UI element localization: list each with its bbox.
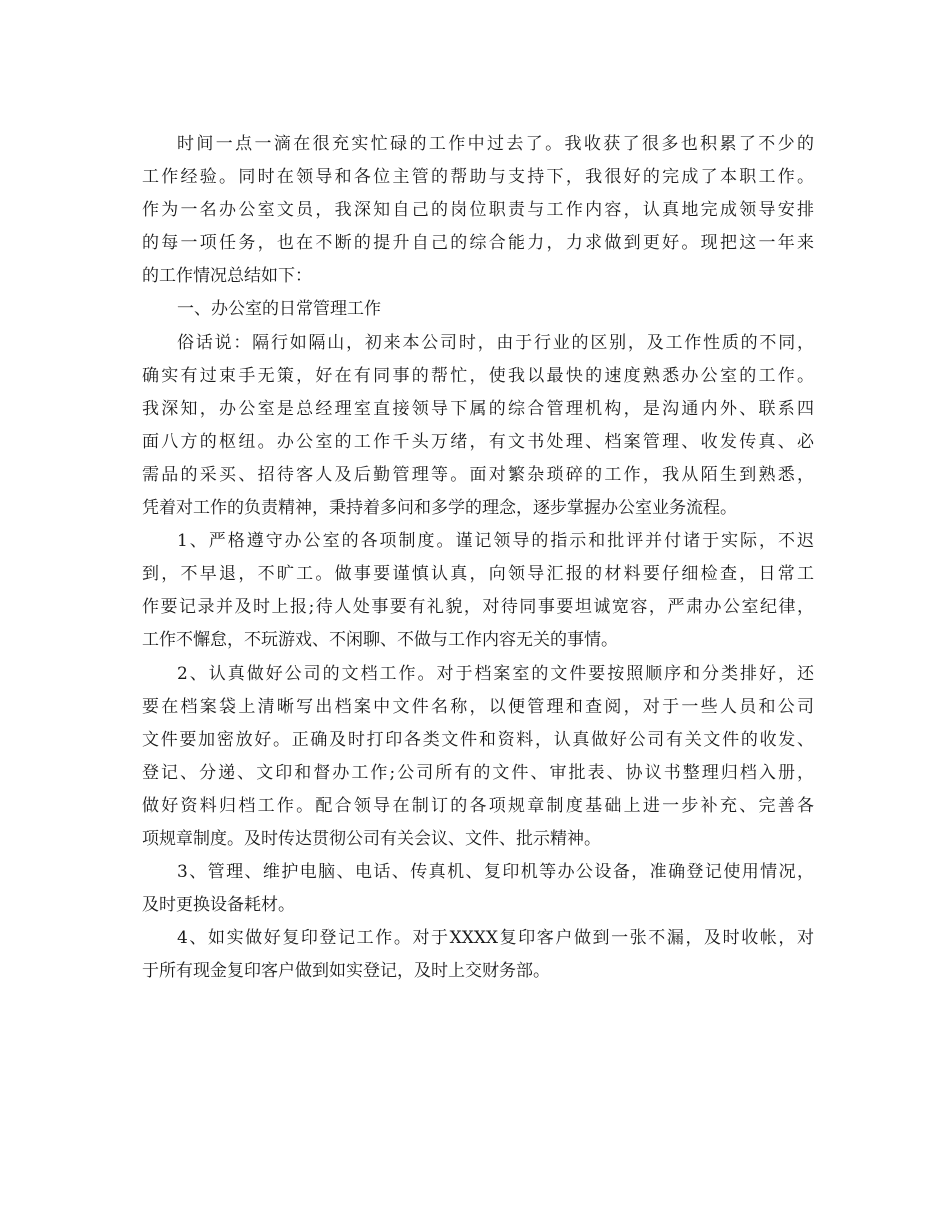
text-line: 作为一名办公室文员，我深知自己的岗位职责与工作内容，认真地完成领导安排: [142, 200, 814, 221]
text-line: 文件要加密放好。正确及时打印各类文件和资料，认真做好公司有关文件的收发、: [142, 729, 814, 750]
text-line: 及时更换设备耗材。: [142, 895, 295, 916]
text-line: 需品的采买、招待客人及后勤管理等。面对繁杂琐碎的工作，我从陌生到熟悉，: [142, 464, 814, 485]
text-line: 2、认真做好公司的文档工作。对于档案室的文件要按照顺序和分类排好，还: [177, 663, 814, 684]
text-line: 俗话说：隔行如隔山，初来本公司时，由于行业的区别，及工作性质的不同，: [177, 332, 814, 353]
text-line: 1、严格遵守办公室的各项制度。谨记领导的指示和批评并付诸于实际，不迟: [177, 531, 814, 552]
text-line: 登记、分递、文印和督办工作;公司所有的文件、审批表、协议书整理归档入册，: [142, 762, 814, 783]
text-line: 的工作情况总结如下：: [142, 266, 312, 287]
text-line: 到，不早退，不旷工。做事要谨慎认真，向领导汇报的材料要仔细检查，日常工: [142, 564, 814, 585]
text-line: 3、管理、维护电脑、电话、传真机、复印机等办公设备，准确登记使用情况，: [177, 862, 814, 883]
text-line: 要在档案袋上清晰写出档案中文件名称，以便管理和查阅，对于一些人员和公司: [142, 696, 814, 717]
text-line: 工作经验。同时在领导和各位主管的帮助与支持下，我很好的完成了本职工作。: [142, 167, 814, 188]
text-line: 确实有过束手无策，好在有同事的帮忙，使我以最快的速度熟悉办公室的工作。: [142, 365, 814, 386]
text-line: 的每一项任务，也在不断的提升自己的综合能力，力求做到更好。现把这一年来: [142, 233, 814, 254]
text-line: 时间一点一滴在很充实忙碌的工作中过去了。我收获了很多也积累了不少的: [177, 134, 814, 154]
text-line: 于所有现金复印客户做到如实登记，及时上交财务部。: [142, 961, 550, 982]
text-line: 一、办公室的日常管理工作: [177, 299, 381, 320]
text-line: 凭着对工作的负责精神，秉持着多问和多学的理念，逐步掌握办公室业务流程。: [142, 498, 737, 519]
document-body: [142, 128, 814, 988]
text-line: 项规章制度。及时传达贯彻公司有关会议、文件、批示精神。: [142, 828, 601, 849]
text-line: 面八方的枢纽。办公室的工作千头万绪，有文书处理、档案管理、收发传真、必: [142, 431, 814, 452]
text-line: 做好资料归档工作。配合领导在制订的各项规章制度基础上进一步补充、完善各: [142, 795, 814, 816]
text-line: 我深知，办公室是总经理室直接领导下属的综合管理机构，是沟通内外、联系四: [142, 398, 814, 419]
text-line: 4、如实做好复印登记工作。对于XXXX复印客户做到一张不漏，及时收帐，对: [177, 928, 814, 949]
text-line: 作要记录并及时上报;待人处事要有礼貌，对待同事要坦诚宽容，严肃办公室纪律，: [142, 597, 814, 618]
text-line: 工作不懈怠，不玩游戏、不闲聊、不做与工作内容无关的事情。: [142, 630, 618, 651]
